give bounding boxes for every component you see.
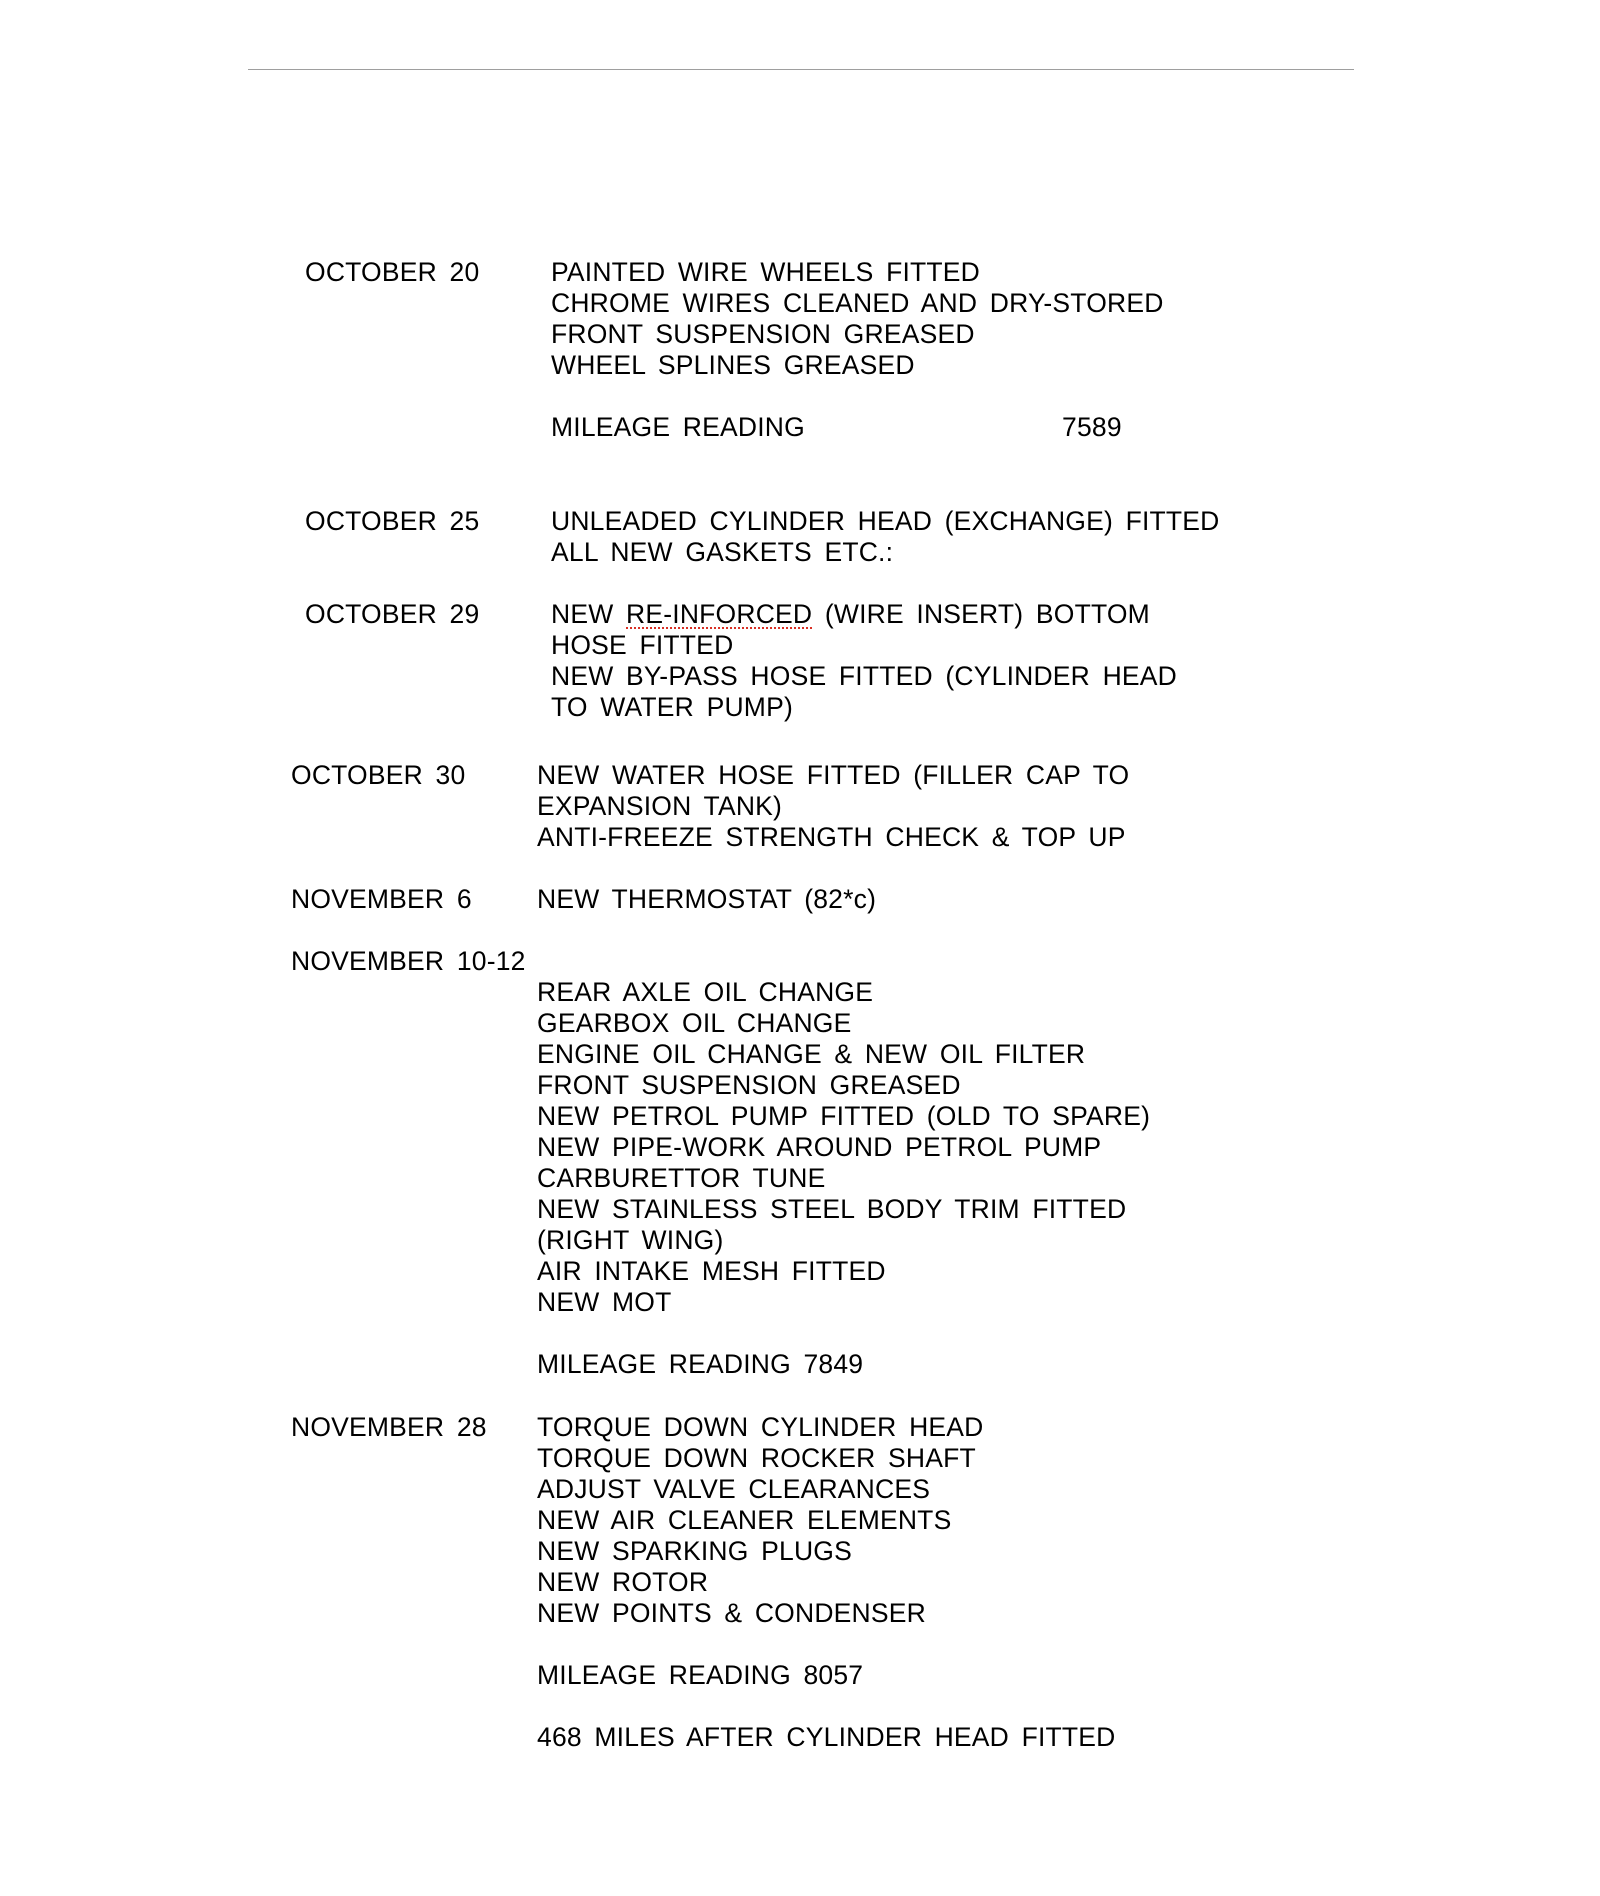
entry-line: UNLEADED CYLINDER HEAD (EXCHANGE) FITTED [551, 506, 1220, 536]
entry-line-part: (WIRE INSERT) BOTTOM [824, 599, 1150, 629]
entry-line: CHROME WIRES CLEANED AND DRY-STORED [551, 288, 1164, 318]
entry-line: NEW ROTOR [537, 1567, 709, 1597]
entry-line: EXPANSION TANK) [537, 791, 783, 821]
mileage-label: MILEAGE READING [551, 412, 805, 442]
entry-line: NEW PIPE-WORK AROUND PETROL PUMP [537, 1132, 1102, 1162]
entry-date: OCTOBER 29 [305, 599, 480, 629]
entry-line: NEW MOT [537, 1287, 672, 1317]
entry-line: ANTI-FREEZE STRENGTH CHECK & TOP UP [537, 822, 1126, 852]
entry-line: HOSE FITTED [551, 630, 734, 660]
entry-line: FRONT SUSPENSION GREASED [537, 1070, 961, 1100]
spellcheck-flagged-word: RE-INFORCED [626, 599, 813, 629]
entry-line: TORQUE DOWN ROCKER SHAFT [537, 1443, 976, 1473]
entry-line: NEW STAINLESS STEEL BODY TRIM FITTED [537, 1194, 1127, 1224]
entry-line: NEW POINTS & CONDENSER [537, 1598, 926, 1628]
entry-line: CARBURETTOR TUNE [537, 1163, 826, 1193]
entry-line: TORQUE DOWN CYLINDER HEAD [537, 1412, 984, 1442]
entry-date: OCTOBER 30 [291, 760, 466, 790]
entry-line: GEARBOX OIL CHANGE [537, 1008, 852, 1038]
entry-date: NOVEMBER 28 [291, 1412, 487, 1442]
entry-line-part: NEW [551, 599, 614, 629]
entry-line: NEW BY-PASS HOSE FITTED (CYLINDER HEAD [551, 661, 1178, 691]
entry-line: NEW WATER HOSE FITTED (FILLER CAP TO [537, 760, 1130, 790]
entry-line: TO WATER PUMP) [551, 692, 793, 722]
entry-line: ADJUST VALVE CLEARANCES [537, 1474, 931, 1504]
entry-line: NEW AIR CLEANER ELEMENTS [537, 1505, 952, 1535]
mileage-reading: MILEAGE READING 8057 [537, 1660, 864, 1690]
entry-line: PAINTED WIRE WHEELS FITTED [551, 257, 981, 287]
entry-date: OCTOBER 25 [305, 506, 480, 536]
entry-line: NEW THERMOSTAT (82*c) [537, 884, 877, 914]
entry-line: ENGINE OIL CHANGE & NEW OIL FILTER [537, 1039, 1086, 1069]
entry-line: REAR AXLE OIL CHANGE [537, 977, 874, 1007]
entry-line: AIR INTAKE MESH FITTED [537, 1256, 886, 1286]
entry-note: 468 MILES AFTER CYLINDER HEAD FITTED [537, 1722, 1116, 1752]
entry-line: ALL NEW GASKETS ETC.: [551, 537, 894, 567]
entry-date: NOVEMBER 10-12 [291, 946, 526, 976]
entry-line: FRONT SUSPENSION GREASED [551, 319, 975, 349]
entry-line: (RIGHT WING) [537, 1225, 724, 1255]
mileage-value: 7589 [1062, 412, 1122, 442]
entry-line: NEW PETROL PUMP FITTED (OLD TO SPARE) [537, 1101, 1151, 1131]
entry-date: NOVEMBER 6 [291, 884, 472, 914]
entry-line: NEW SPARKING PLUGS [537, 1536, 852, 1566]
entry-line [551, 599, 1150, 630]
mileage-reading: MILEAGE READING 7849 [537, 1349, 864, 1379]
entry-date: OCTOBER 20 [305, 257, 480, 287]
header-rule [248, 69, 1354, 70]
entry-line: WHEEL SPLINES GREASED [551, 350, 915, 380]
